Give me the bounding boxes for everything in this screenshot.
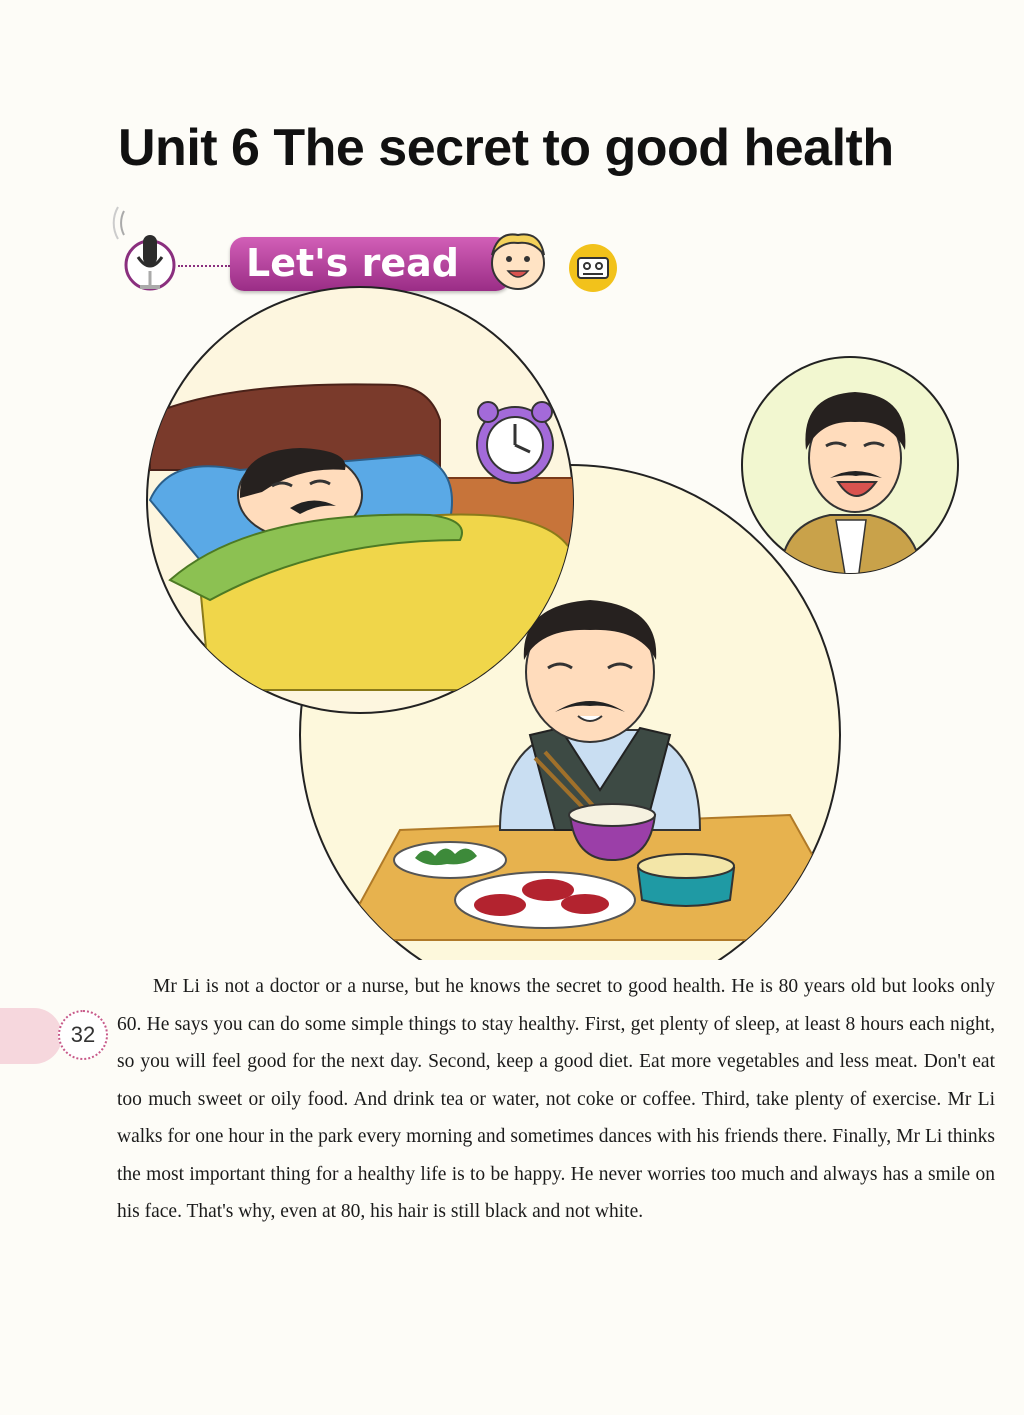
mr-li-portrait-illustration bbox=[742, 357, 958, 580]
page-title: Unit 6 The secret to good health bbox=[118, 119, 894, 177]
page-number-tab bbox=[0, 1008, 62, 1064]
section-label: Let's read bbox=[246, 241, 459, 285]
story-paragraph: Mr Li is not a doctor or a nurse, but he knows the secret to good health. He is 80 years old but looks only 60. He says you can do some simple things to stay healthy. First, get plenty of sleep, at least 8 hours each night, so you will feel good for the next day. Second, keep a good diet. Eat more vegetables and less meat. Don't eat too much sweet or oily food. And drink tea or water, not coke or coffee. Third, take plenty of exercise. Mr Li walks for one hour in the park every morning and sometimes dances with his friends there. Finally, Mr Li thinks the most important thing for a healthy life is to be happy. He never worries too much and always has a smile on his face. That's why, even at 80, his hair is still black and not white. bbox=[117, 976, 995, 1222]
page-number: 32 bbox=[58, 1010, 108, 1060]
